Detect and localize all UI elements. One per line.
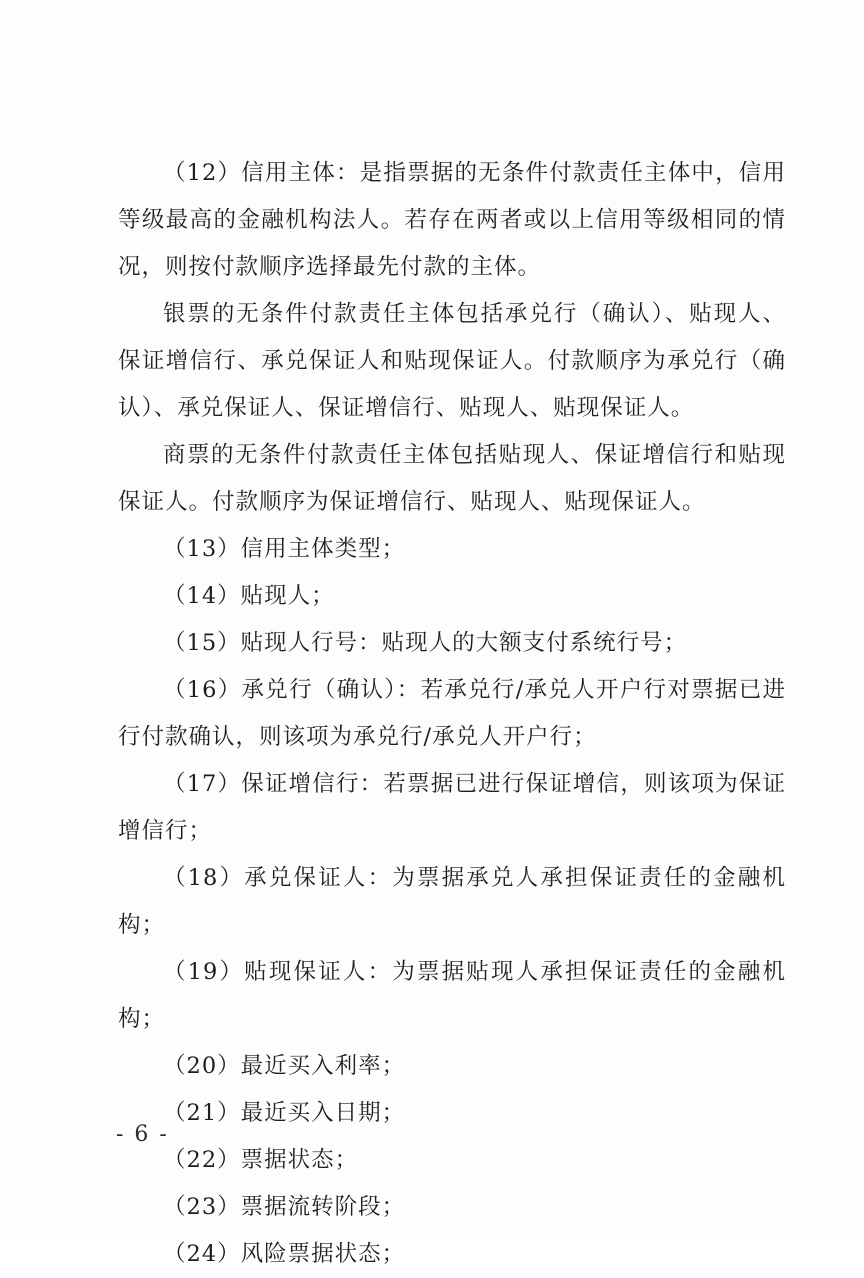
paragraph-item-15: （15）贴现人行号：贴现人的大额支付系统行号；	[163, 630, 688, 656]
paragraph-item-22: （22）票据状态；	[163, 1147, 359, 1173]
paragraph-item-24: （24）风险票据状态；	[163, 1241, 406, 1267]
paragraph-item-16: （16）承兑行（确认）：若承兑行/承兑人开户行对票据已进行付款确认，则该项为承兑行/承兑人开户行；	[118, 677, 786, 750]
paragraph-item-19: （19）贴现保证人：为票据贴现人承担保证责任的金融机构；	[118, 959, 786, 1032]
page-number: - 6 -	[116, 1122, 169, 1147]
paragraph-item-21: （21）最近买入日期；	[163, 1100, 406, 1126]
paragraph-item-13: （13）信用主体类型；	[163, 536, 406, 562]
paragraph-commercial-bill-subjects: 商票的无条件付款责任主体包括贴现人、保证增信行和贴现保证人。付款顺序为保证增信行、贴现人、贴现保证人。	[118, 442, 786, 515]
paragraph-bank-bill-subjects: 银票的无条件付款责任主体包括承兑行（确认）、贴现人、保证增信行、承兑保证人和贴现保证人。付款顺序为承兑行（确认）、承兑保证人、保证增信行、贴现人、贴现保证人。	[118, 301, 786, 421]
document-body	[118, 150, 786, 1278]
paragraph-item-18: （18）承兑保证人：为票据承兑人承担保证责任的金融机构；	[118, 865, 786, 938]
paragraph-item-20: （20）最近买入利率；	[163, 1053, 406, 1079]
paragraph-item-17: （17）保证增信行：若票据已进行保证增信，则该项为保证增信行；	[118, 771, 786, 844]
paragraph-item-12: （12）信用主体：是指票据的无条件付款责任主体中，信用等级最高的金融机构法人。若存在两者或以上信用等级相同的情况，则按付款顺序选择最先付款的主体。	[118, 160, 786, 280]
paragraph-item-14: （14）贴现人；	[163, 583, 335, 609]
paragraph-item-23: （23）票据流转阶段；	[163, 1194, 406, 1220]
